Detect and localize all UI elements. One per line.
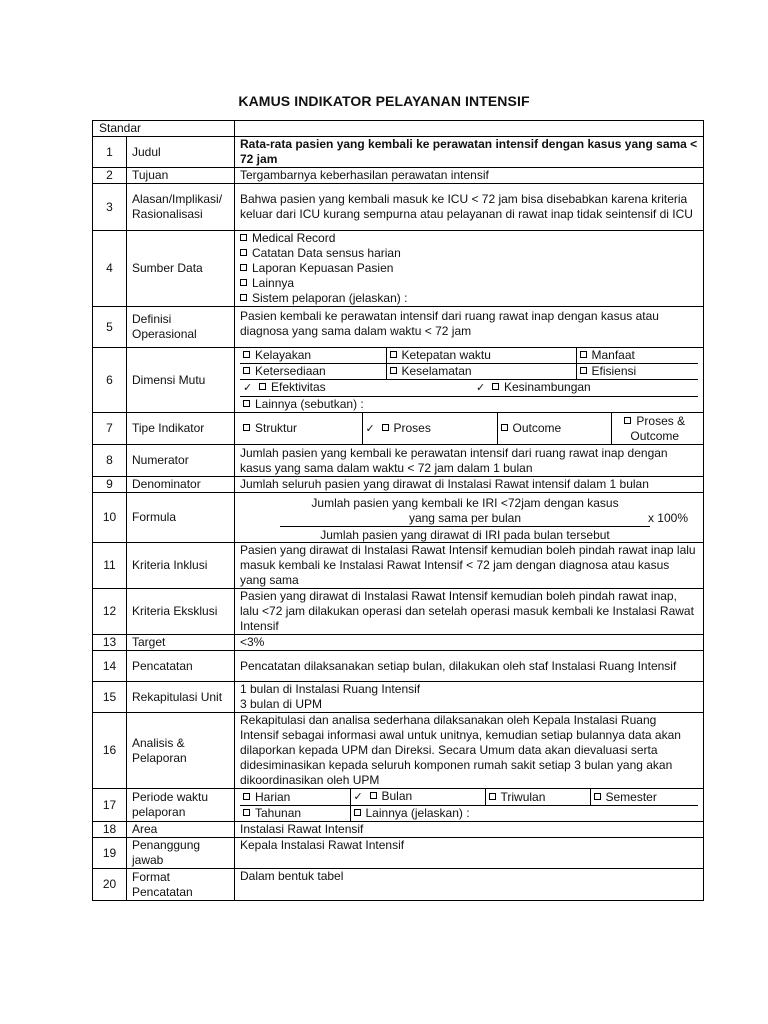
row-format-pencatatan <box>93 869 704 901</box>
row-number: 10 <box>93 493 127 543</box>
option-lainnya-periode: Lainnya (jelaskan) : <box>350 806 698 822</box>
list-item: Lainnya <box>240 276 698 291</box>
checkbox-icon <box>489 793 496 800</box>
formula <box>240 494 698 542</box>
checkbox-icon <box>243 351 250 358</box>
row-content: Jumlah pasien yang kembali ke perawatan intensif dari ruang rawat inap dengan kasus yang sama dalam waktu < 72 jam dalam 1 bulan <box>235 445 704 477</box>
row-number: 12 <box>93 589 127 635</box>
table-header-row <box>93 121 704 137</box>
row-label: Numerator <box>127 445 235 477</box>
row-formula <box>93 493 704 543</box>
option-harian: Harian <box>240 789 350 806</box>
row-alasan <box>93 184 704 231</box>
row-label: Format Pencatatan <box>127 869 235 901</box>
row-content: Bahwa pasien yang kembali masuk ke ICU < 72 jam bisa disebabkan karena kriteria keluar dari ICU kurang sempurna atau pelayanan di rawat inap tidak seintensif di ICU <box>235 184 704 231</box>
row-label: Target <box>127 635 235 651</box>
option-kesinambungan: ✓ Kesinambungan <box>386 380 698 397</box>
checkbox-icon <box>243 424 250 431</box>
row-label: Penanggung jawab <box>127 838 235 869</box>
row-content: Pasien kembali ke perawatan intensif dari ruang rawat inap dengan kasus atau diagnosa yang sama dalam waktu < 72 jam <box>235 307 704 348</box>
list-item: Sistem pelaporan (jelaskan) : <box>240 291 698 306</box>
checkbox-icon <box>243 809 250 816</box>
row-content: Dalam bentuk tabel <box>235 869 704 901</box>
row-label: Judul <box>127 137 235 168</box>
checkmark-icon: ✓ <box>243 382 253 394</box>
row-content: Rekapitulasi dan analisa sederhana dilaksanakan oleh Kepala Instalasi Ruang Intensif sebagai informasi awal untuk unitnya, kemudian setiap bulannya data akan dilaporkan kepada UPM dan Direksi. Secara Umum data akan dievaluasi serta didesiminasikan kepada seluruh komponen rumah sakit setiap 3 bulan yang akan dikoordinasikan oleh UPM <box>235 713 704 789</box>
checkbox-icon <box>492 383 499 390</box>
checkbox-icon <box>243 400 250 407</box>
row-number: 20 <box>93 869 127 901</box>
option-proses-outcome: Proses & Outcome <box>611 413 698 444</box>
checkbox-icon <box>390 351 397 358</box>
row-label: Kriteria Inklusi <box>127 543 235 589</box>
option-lainnya: Lainnya (sebutkan) : <box>240 397 698 413</box>
option-proses: ✓ Proses <box>362 413 497 444</box>
checkbox-icon <box>501 424 508 431</box>
list-item: Catatan Data sensus harian <box>240 246 698 261</box>
row-number: 3 <box>93 184 127 231</box>
rekap-line-1: 1 bulan di Instalasi Ruang Intensif <box>240 682 421 696</box>
page-title: KAMUS INDIKATOR PELAYANAN INTENSIF <box>238 93 530 109</box>
row-number: 16 <box>93 713 127 789</box>
rekap-line-2: 3 bulan di UPM <box>240 697 323 711</box>
row-area <box>93 822 704 838</box>
checkbox-icon <box>390 367 397 374</box>
row-number: 11 <box>93 543 127 589</box>
option-ketersediaan: Ketersediaan <box>240 364 386 380</box>
row-number: 14 <box>93 651 127 682</box>
row-number: 5 <box>93 307 127 348</box>
option-bulan: ✓ Bulan <box>350 789 485 806</box>
row-analisis <box>93 713 704 789</box>
row-label: Analisis & Pelaporan <box>127 713 235 789</box>
option-manfaat: Manfaat <box>576 348 698 364</box>
row-definisi <box>93 307 704 348</box>
checkbox-icon <box>240 264 247 271</box>
tipe-indikator-grid <box>240 413 698 444</box>
checkmark-icon: ✓ <box>353 791 363 803</box>
checkbox-icon <box>240 234 247 241</box>
row-content: Kepala Instalasi Rawat Intensif <box>235 838 704 869</box>
row-periode <box>93 789 704 822</box>
checkbox-icon <box>370 792 377 799</box>
row-label: Pencatatan <box>127 651 235 682</box>
row-number: 8 <box>93 445 127 477</box>
row-content: Tergambarnya keberhasilan perawatan intensif <box>235 168 704 184</box>
row-number: 9 <box>93 477 127 493</box>
row-numerator <box>93 445 704 477</box>
option-keselamatan: Keselamatan <box>386 364 576 380</box>
row-number: 7 <box>93 413 127 445</box>
row-number: 19 <box>93 838 127 869</box>
row-label: Tujuan <box>127 168 235 184</box>
checkbox-icon <box>259 383 266 390</box>
row-content: Pencatatan dilaksanakan setiap bulan, dilakukan oleh staf Instalasi Ruang Intensif <box>235 651 704 682</box>
row-content: Instalasi Rawat Intensif <box>235 822 704 838</box>
row-content: Pasien yang dirawat di Instalasi Rawat Intensif kemudian boleh pindah rawat inap, lalu <72 jam dilakukan operasi dan setelah operasi masuk kembali ke Instalasi Rawat Intensif <box>235 589 704 635</box>
formula-numerator: Jumlah pasien yang kembali ke IRI <72jam dengan kasus yang sama per bulan <box>311 495 619 525</box>
checkmark-icon: ✓ <box>365 422 375 435</box>
row-label: Denominator <box>127 477 235 493</box>
row-label: Rekapitulasi Unit <box>127 682 235 713</box>
dimensi-mutu-grid <box>240 348 698 412</box>
formula-denominator: Jumlah pasien yang dirawat di IRI pada bulan tersebut <box>320 527 610 542</box>
list-item: Medical Record <box>240 231 698 246</box>
indicator-table <box>92 120 704 901</box>
checkbox-icon <box>580 351 587 358</box>
row-kriteria-eksklusi <box>93 589 704 635</box>
option-ketepatan-waktu: Ketepatan waktu <box>386 348 576 364</box>
row-number: 17 <box>93 789 127 822</box>
checkbox-icon <box>243 367 250 374</box>
row-content: Rata-rata pasien yang kembali ke perawatan intensif dengan kasus yang sama < 72 jam <box>235 137 704 168</box>
row-number: 18 <box>93 822 127 838</box>
row-number: 4 <box>93 231 127 307</box>
row-tujuan <box>93 168 704 184</box>
checkbox-icon <box>382 424 389 431</box>
row-label: Formula <box>127 493 235 543</box>
row-label: Alasan/Implikasi/ Rasionalisasi <box>127 184 235 231</box>
row-label: Sumber Data <box>127 231 235 307</box>
row-target <box>93 635 704 651</box>
option-outcome: Outcome <box>497 413 611 444</box>
row-label: Tipe Indikator <box>127 413 235 445</box>
checkbox-icon <box>240 249 247 256</box>
formula-multiplier: x 100% <box>647 510 688 525</box>
row-number: 13 <box>93 635 127 651</box>
option-efisiensi: Efisiensi <box>576 364 698 380</box>
row-label: Kriteria Eksklusi <box>127 589 235 635</box>
sumber-data-list <box>235 231 704 307</box>
row-content: Pasien yang dirawat di Instalasi Rawat Intensif kemudian boleh pindah rawat inap lalu masuk kembali ke Instalasi Rawat Intensif < 72 jam dengan diagnosa atau kasus yang sama <box>235 543 704 589</box>
row-label: Periode waktu pelaporan <box>127 789 235 822</box>
row-penanggung-jawab <box>93 838 704 869</box>
option-efektivitas: ✓ Efektivitas <box>240 380 386 397</box>
row-number: 2 <box>93 168 127 184</box>
list-item: Laporan Kepuasan Pasien <box>240 261 698 276</box>
option-kelayakan: Kelayakan <box>240 348 386 364</box>
row-sumber-data <box>93 231 704 307</box>
checkbox-icon <box>240 279 247 286</box>
checkbox-icon <box>354 809 361 816</box>
row-number: 15 <box>93 682 127 713</box>
row-number: 1 <box>93 137 127 168</box>
checkbox-icon <box>240 294 247 301</box>
periode-grid <box>240 789 698 821</box>
row-dimensi-mutu <box>93 348 704 413</box>
row-rekapitulasi <box>93 682 704 713</box>
fraction-line <box>280 526 650 527</box>
option-triwulan: Triwulan <box>485 789 590 806</box>
row-label: Dimensi Mutu <box>127 348 235 413</box>
row-number: 6 <box>93 348 127 413</box>
checkbox-icon <box>624 417 631 424</box>
checkbox-icon <box>580 367 587 374</box>
row-content: Jumlah seluruh pasien yang dirawat di Instalasi Rawat intensif dalam 1 bulan <box>235 477 704 493</box>
row-pencatatan <box>93 651 704 682</box>
row-tipe-indikator <box>93 413 704 445</box>
row-label: Area <box>127 822 235 838</box>
checkmark-icon: ✓ <box>476 382 486 394</box>
row-content: <3% <box>235 635 704 651</box>
checkbox-icon <box>594 793 601 800</box>
option-struktur: Struktur <box>240 413 362 444</box>
option-semester: Semester <box>590 789 698 806</box>
row-kriteria-inklusi <box>93 543 704 589</box>
row-label: Definisi Operasional <box>127 307 235 348</box>
row-judul <box>93 137 704 168</box>
checkbox-icon <box>243 793 250 800</box>
standar-header: Standar <box>93 121 235 137</box>
row-denominator <box>93 477 704 493</box>
option-tahunan: Tahunan <box>240 806 350 822</box>
